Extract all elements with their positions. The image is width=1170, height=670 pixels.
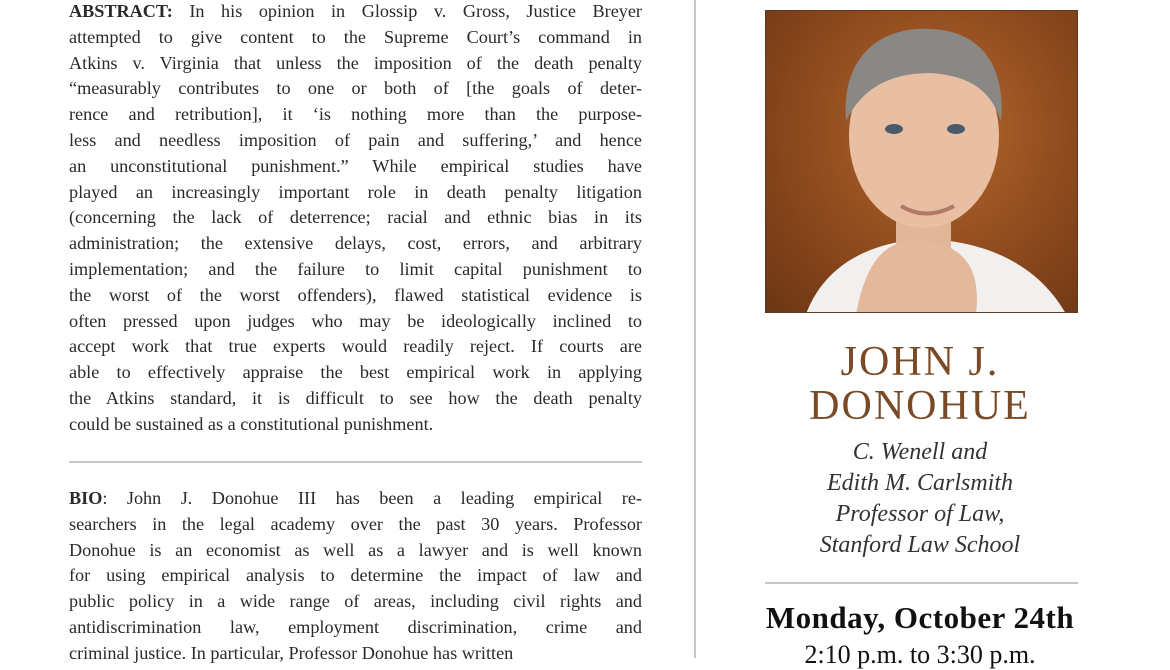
paragraph-line: often pressed upon judges who may be ideologically inclined to: [69, 310, 642, 331]
bio-paragraph: [69, 486, 642, 667]
paragraph-line: the worst of the worst offenders), flawed statistical evidence is: [69, 284, 642, 305]
paragraph-line: able to effectively appraise the best empirical work in applying: [69, 362, 642, 383]
paragraph-line: (concerning the lack of deterrence; racial and ethnic bias in its: [69, 207, 642, 228]
speaker-name: [740, 340, 1100, 428]
speaker-title-line: Professor of Law,: [835, 501, 1005, 527]
paragraph-line: [69, 0, 642, 25]
speaker-photo: [765, 10, 1078, 313]
paragraph-text: : John J. Donohue III has been a leading empirical re-: [102, 488, 642, 508]
paragraph-label: ABSTRACT:: [69, 1, 173, 21]
abstract-paragraph: [69, 0, 642, 438]
paragraph-line: accept work that true experts would readily reject. If courts are: [69, 336, 642, 357]
paragraph-text: In his opinion in Glossip v. Gross, Justice Breyer: [172, 1, 642, 21]
paragraph-line: an unconstitutional punishment.” While empirical studies have: [69, 155, 642, 176]
speaker-title-line: Edith M. Carlsmith: [826, 470, 1013, 496]
speaker-name-line: JOHN J.: [840, 339, 1000, 385]
event-date: Monday, October 24th: [765, 600, 1075, 635]
paragraph-line: administration; the extensive delays, cost, errors, and arbitrary: [69, 233, 642, 254]
paragraph-line: rence and retribution], it ‘is nothing more than the purpose-: [69, 104, 642, 125]
section-divider: [69, 461, 642, 463]
paragraph-label: BIO: [69, 488, 103, 508]
paragraph-line: “measurably contributes to one or both of [the goals of deter-: [69, 78, 642, 99]
event-divider: [765, 582, 1078, 584]
paragraph-line: antidiscrimination law, employment discrimination, crime and: [69, 616, 642, 637]
column-divider: [694, 0, 696, 658]
speaker-name-line: DONOHUE: [809, 383, 1031, 429]
paragraph-line: the Atkins standard, it is difficult to see how the death penalty: [69, 387, 642, 408]
paragraph-line: public policy in a wide range of areas, including civil rights and: [69, 591, 642, 612]
paragraph-line: played an increasingly important role in death penalty litigation: [69, 181, 642, 202]
paragraph-line: [69, 486, 642, 512]
speaker-title-line: Stanford Law School: [819, 532, 1021, 558]
portrait-illustration: [766, 11, 1078, 313]
paragraph-line: less and needless imposition of pain and suffering,’ and hence: [69, 129, 642, 150]
paragraph-line: searchers in the legal academy over the past 30 years. Professor: [69, 513, 642, 534]
speaker-title: [740, 437, 1100, 561]
paragraph-line: criminal justice. In particular, Professor Donohue has written: [69, 642, 514, 663]
paragraph-line: Donohue is an economist as well as a lawyer and is well known: [69, 539, 642, 560]
paragraph-line: implementation; and the failure to limit capital punishment to: [69, 258, 642, 279]
paragraph-line: could be sustained as a constitutional punishment.: [69, 413, 434, 434]
paragraph-line: for using empirical analysis to determine the impact of law and: [69, 565, 642, 586]
paragraph-line: attempted to give content to the Supreme Court’s command in: [69, 26, 642, 47]
event-time: 2:10 p.m. to 3:30 p.m.: [804, 640, 1036, 669]
paragraph-line: Atkins v. Virginia that unless the imposition of the death penalty: [69, 52, 642, 73]
speaker-title-line: C. Wenell and: [852, 439, 988, 465]
